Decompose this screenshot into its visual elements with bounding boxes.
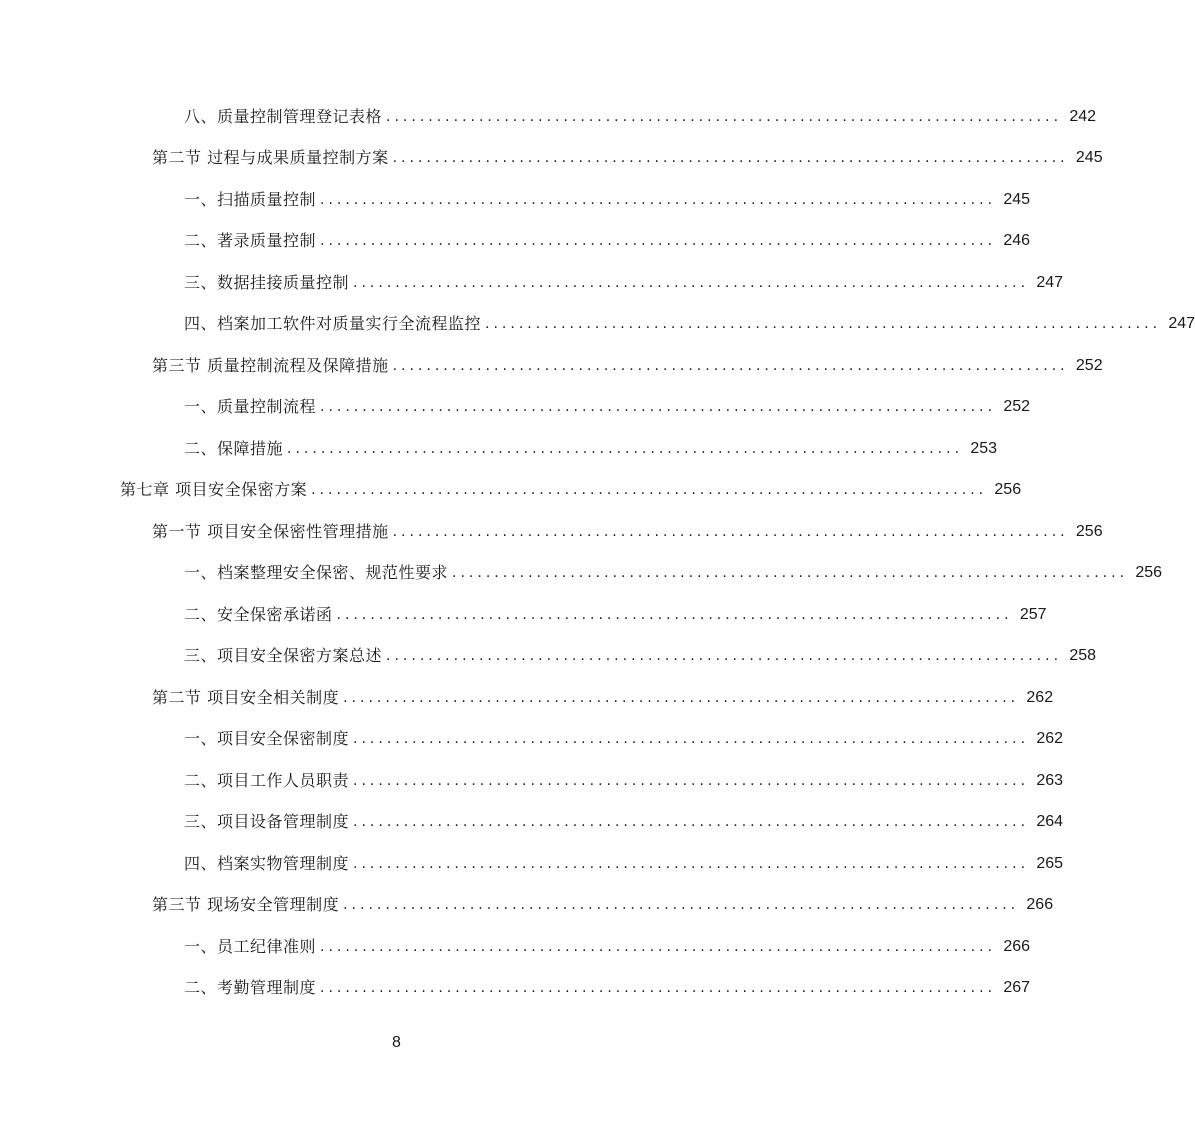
toc-dot-leader: ................................................................................ <box>353 772 1030 789</box>
toc-entry-title: 三、项目安全保密方案总述 <box>184 646 383 666</box>
toc-entry-page: 266 <box>1003 937 1031 955</box>
toc-entry-title: 二、著录质量控制 <box>184 231 317 251</box>
toc-entry-title: 三、项目设备管理制度 <box>184 812 350 832</box>
toc-entry[interactable] <box>0 843 1064 885</box>
toc-entry[interactable] <box>0 428 998 470</box>
toc-entry-title: 一、档案整理安全保密、规范性要求 <box>184 563 449 583</box>
toc-entry-page: 258 <box>1069 647 1097 665</box>
toc-dot-leader: ................................................................................ <box>452 565 1129 582</box>
toc-entry-title: 第一节 项目安全保密性管理措施 <box>152 521 389 541</box>
toc-dot-leader: ................................................................................ <box>485 316 1162 333</box>
toc-entry[interactable] <box>0 179 1031 221</box>
toc-dot-leader: ................................................................................ <box>336 606 1013 623</box>
toc-dot-leader: ................................................................................ <box>392 357 1069 374</box>
toc-entry[interactable] <box>0 802 1064 844</box>
toc-entry-page: 247 <box>1036 273 1064 291</box>
toc-dot-leader: ................................................................................ <box>287 440 964 457</box>
toc-dot-leader: ................................................................................ <box>353 274 1030 291</box>
toc-entry[interactable] <box>0 387 1031 429</box>
toc-entry[interactable] <box>0 677 1054 719</box>
toc-dot-leader: ................................................................................ <box>392 523 1069 540</box>
toc-dot-leader: ................................................................................ <box>353 814 1030 831</box>
toc-entry-title: 第三节 质量控制流程及保障措施 <box>152 355 389 375</box>
page-number: 8 <box>392 1034 401 1051</box>
toc-entry[interactable] <box>0 138 1103 180</box>
toc-entry-page: 253 <box>970 439 998 457</box>
toc-entry[interactable] <box>0 221 1031 263</box>
toc-entry-page: 262 <box>1026 688 1054 706</box>
toc-entry[interactable] <box>0 926 1031 968</box>
toc-entry[interactable] <box>0 719 1064 761</box>
toc-entry[interactable] <box>0 553 1163 595</box>
toc-entry-title: 四、档案实物管理制度 <box>184 853 350 873</box>
table-of-contents <box>0 96 1195 1009</box>
toc-entry-title: 一、项目安全保密制度 <box>184 729 350 749</box>
toc-entry-title: 八、质量控制管理登记表格 <box>184 106 383 126</box>
toc-entry-page: 266 <box>1026 896 1054 914</box>
toc-entry-title: 一、质量控制流程 <box>184 397 317 417</box>
toc-entry[interactable] <box>0 470 1022 512</box>
toc-entry[interactable] <box>0 636 1097 678</box>
toc-dot-leader: ................................................................................ <box>353 855 1030 872</box>
toc-entry[interactable] <box>0 262 1064 304</box>
toc-entry-title: 二、安全保密承诺函 <box>184 604 333 624</box>
toc-entry-title: 一、员工纪律准则 <box>184 936 317 956</box>
toc-dot-leader: ................................................................................ <box>392 150 1069 167</box>
toc-entry-page: 247 <box>1168 315 1195 333</box>
toc-dot-leader: ................................................................................ <box>320 191 997 208</box>
toc-entry[interactable] <box>0 885 1054 927</box>
toc-entry-page: 252 <box>1075 356 1103 374</box>
toc-entry-page: 245 <box>1075 149 1103 167</box>
toc-dot-leader: ................................................................................ <box>320 399 997 416</box>
toc-entry-title: 第七章 项目安全保密方案 <box>120 480 308 500</box>
toc-entry[interactable] <box>0 304 1195 346</box>
toc-entry[interactable] <box>0 345 1103 387</box>
toc-entry-title: 三、数据挂接质量控制 <box>184 272 350 292</box>
toc-entry-page: 256 <box>1135 564 1163 582</box>
toc-entry-title: 一、扫描质量控制 <box>184 189 317 209</box>
toc-entry-page: 242 <box>1069 107 1097 125</box>
toc-entry-title: 二、保障措施 <box>184 438 284 458</box>
toc-entry-title: 第三节 现场安全管理制度 <box>152 895 340 915</box>
toc-dot-leader: ................................................................................ <box>386 648 1063 665</box>
toc-entry-page: 245 <box>1003 190 1031 208</box>
toc-entry[interactable] <box>0 96 1097 138</box>
toc-dot-leader: ................................................................................ <box>320 980 997 997</box>
toc-entry-page: 256 <box>1075 522 1103 540</box>
toc-entry-page: 256 <box>994 481 1022 499</box>
toc-entry[interactable] <box>0 968 1031 1010</box>
toc-dot-leader: ................................................................................ <box>386 108 1063 125</box>
toc-dot-leader: ................................................................................ <box>353 731 1030 748</box>
toc-entry[interactable] <box>0 760 1064 802</box>
toc-entry-page: 252 <box>1003 398 1031 416</box>
toc-entry-page: 246 <box>1003 232 1031 250</box>
toc-entry[interactable] <box>0 594 1047 636</box>
toc-entry-page: 267 <box>1003 979 1031 997</box>
toc-dot-leader: ................................................................................ <box>320 233 997 250</box>
toc-entry-title: 四、档案加工软件对质量实行全流程监控 <box>184 314 482 334</box>
toc-entry-title: 第二节 过程与成果质量控制方案 <box>152 148 389 168</box>
toc-entry[interactable] <box>0 511 1103 553</box>
toc-dot-leader: ................................................................................ <box>311 482 988 499</box>
toc-dot-leader: ................................................................................ <box>343 689 1020 706</box>
toc-entry-page: 264 <box>1036 813 1064 831</box>
toc-dot-leader: ................................................................................ <box>343 897 1020 914</box>
toc-entry-page: 262 <box>1036 730 1064 748</box>
toc-entry-title: 第二节 项目安全相关制度 <box>152 687 340 707</box>
toc-entry-title: 二、项目工作人员职责 <box>184 770 350 790</box>
toc-entry-page: 265 <box>1036 854 1064 872</box>
toc-entry-page: 263 <box>1036 771 1064 789</box>
toc-entry-page: 257 <box>1019 605 1047 623</box>
toc-entry-title: 二、考勤管理制度 <box>184 978 317 998</box>
toc-dot-leader: ................................................................................ <box>320 938 997 955</box>
